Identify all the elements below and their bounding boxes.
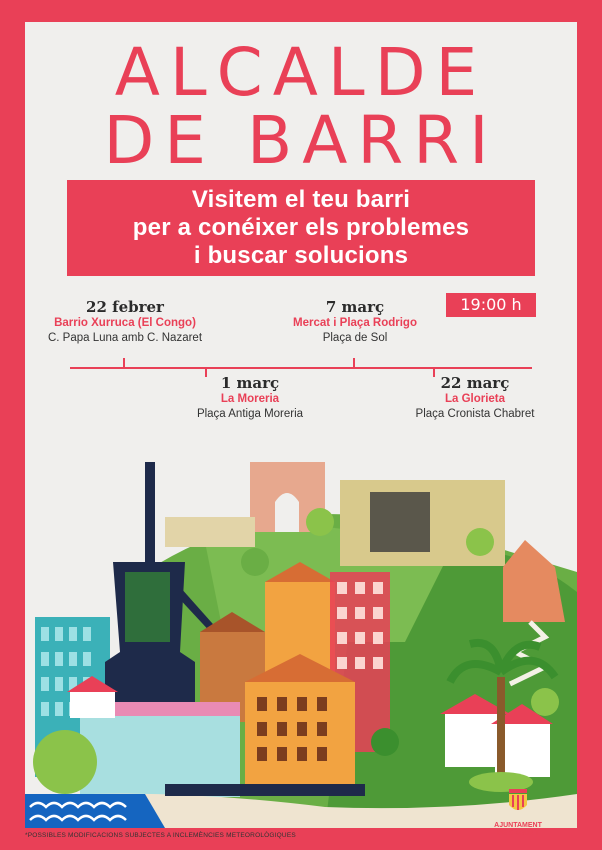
house [70,690,115,718]
sea [25,794,165,828]
event-address: Plaça Antiga Moreria [196,408,304,420]
logo-line-1: AJUNTAMENT [494,822,542,829]
event-date: 7 març [325,298,385,316]
castle-window [370,492,430,552]
castle-ruin [503,540,565,622]
footnote: *POSSIBLES MODIFICACIONS SUBJECTES A INCLEMÈNCIES METEOROLÒGIQUES [25,832,296,839]
event-place: Barrio Xurruca (El Congo) [54,317,196,329]
timeline-tick [353,358,355,368]
tree [33,730,97,794]
palm-trunk [497,677,505,777]
banner-line-2: per a conéixer els problemes [132,214,470,241]
event-date: 22 març [440,374,510,392]
tree [371,728,399,756]
logo-line-2: DE SAGUNT [497,830,539,837]
timeline-tick [123,358,125,368]
castle-arch [275,493,299,532]
ajuntament-logo [493,787,543,838]
time-badge: 19:00 h [446,293,536,317]
banner-line-1: Visitem el teu barri [191,186,411,213]
furnace-window [125,572,170,642]
event-address: C. Papa Luna amb C. Nazaret [47,332,203,344]
event-card [25,298,225,345]
pier [165,784,365,796]
event-place: Mercat i Plaça Rodrigo [293,317,417,329]
event-date: 22 febrer [86,298,164,316]
tree [306,508,334,536]
tree [531,688,559,716]
event-date: 1 març [220,374,280,392]
title-line-2: DE BARRI [103,102,499,179]
castle-wall [165,517,255,547]
tree [466,528,494,556]
event-card [390,374,560,421]
coat-of-arms-icon [506,787,530,817]
title-line-1: ALCALDE [114,34,488,111]
banner-line-3: i buscar solucions [193,242,409,269]
event-address: Plaça de Sol [322,332,388,344]
event-card [260,298,450,345]
tree [241,548,269,576]
poster-content [25,22,577,839]
town-illustration [25,422,577,828]
event-place: La Glorieta [444,393,506,405]
event-card [160,374,340,421]
event-place: La Moreria [220,393,280,405]
subtitle-banner [67,180,535,276]
timeline [70,367,532,369]
event-address: Plaça Cronista Chabret [415,408,535,420]
